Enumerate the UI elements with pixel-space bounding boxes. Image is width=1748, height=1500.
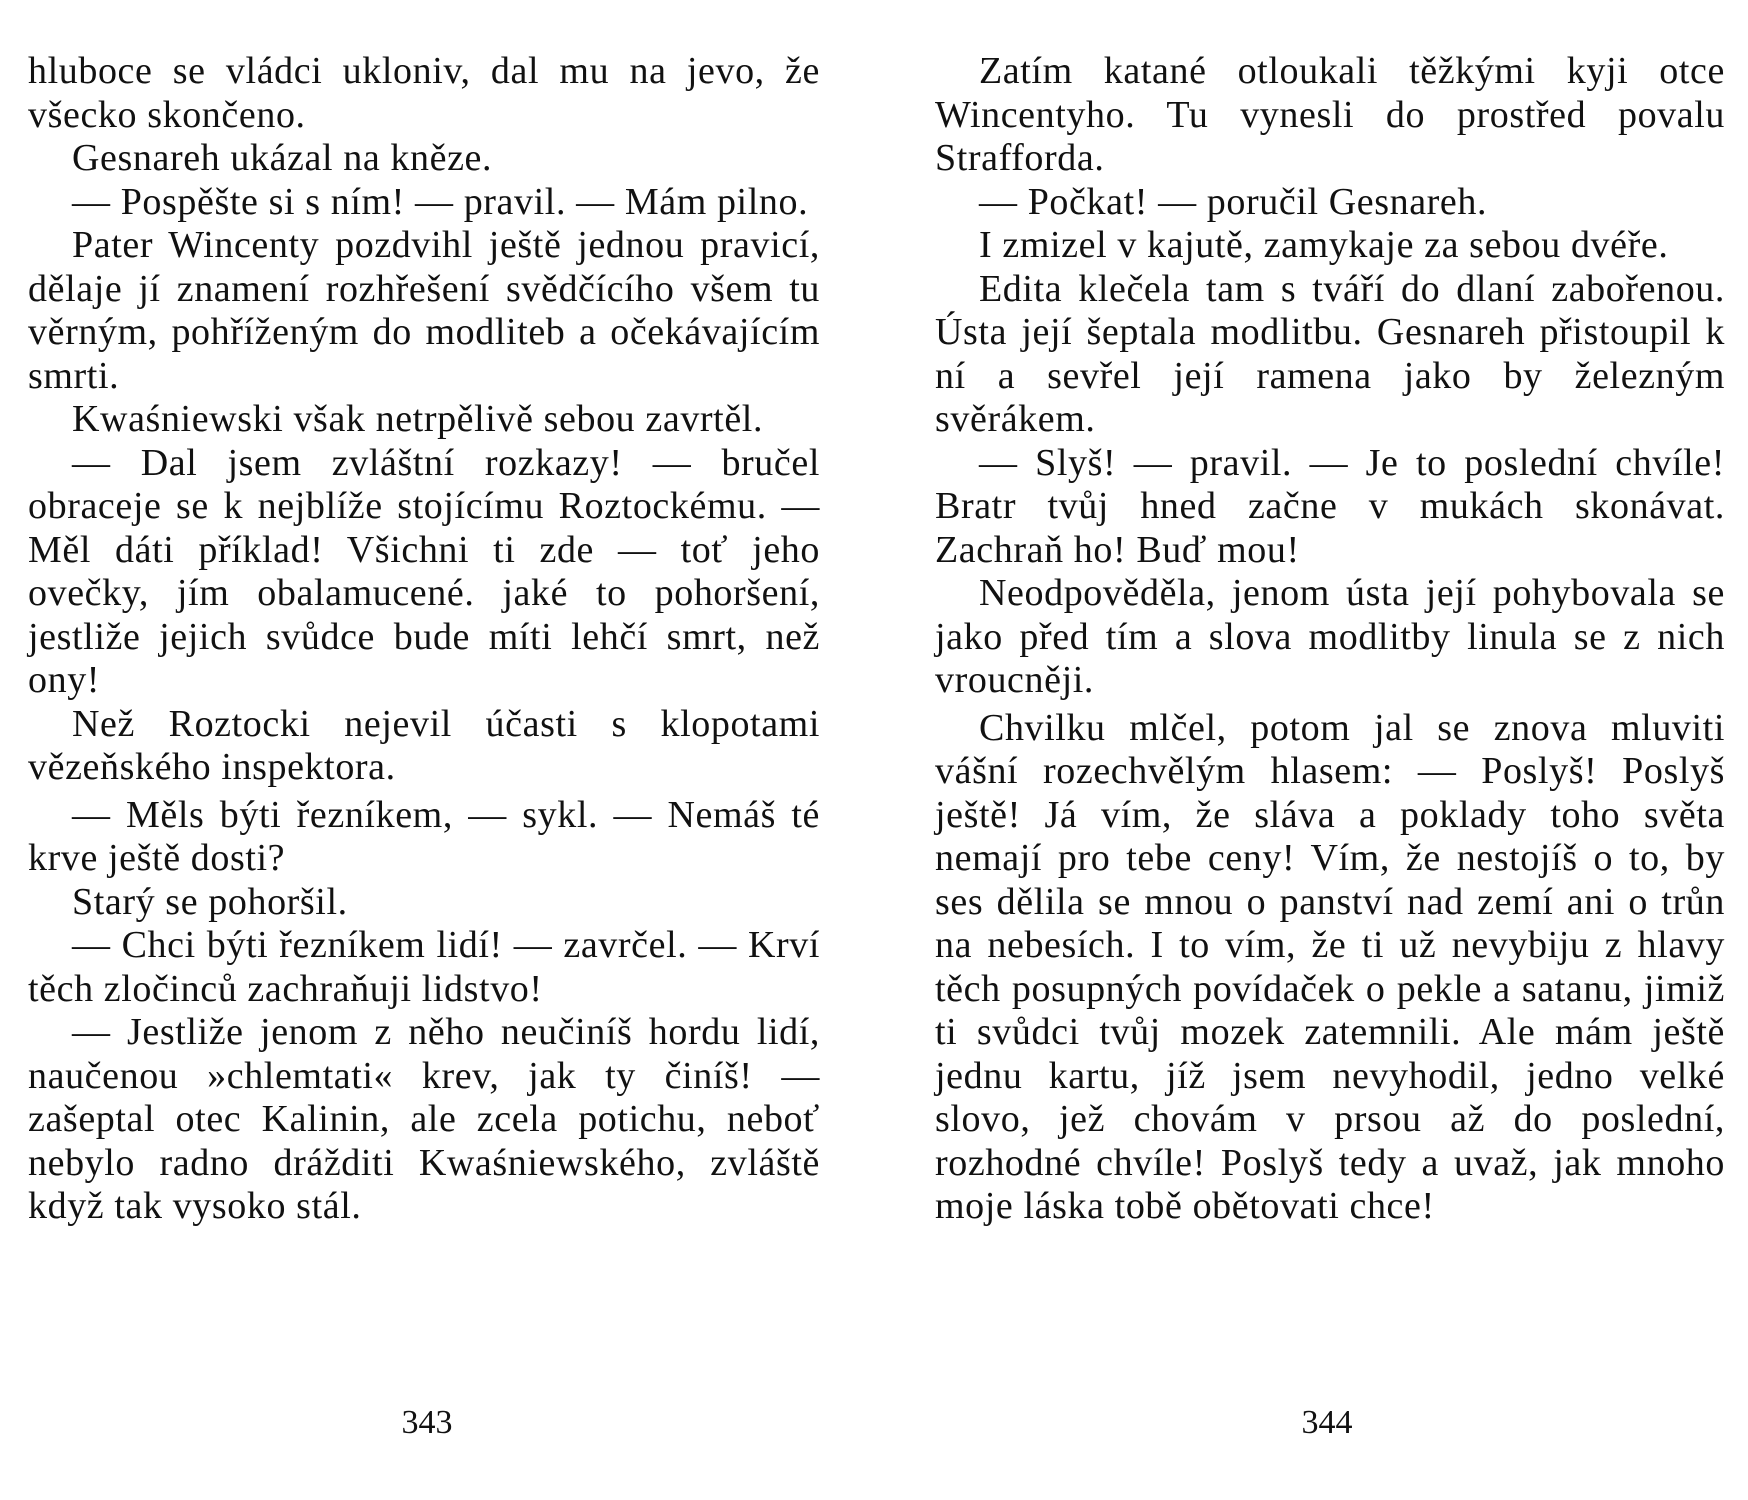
left-page-text (28, 50, 820, 1229)
paragraph: — Měls býti řezníkem, — sykl. — Nemáš té krve ještě dosti? (28, 793, 820, 879)
paragraph: Kwaśniewski však netrpělivě sebou zavrtěl. (72, 398, 764, 440)
paragraph: hluboce se vládci ukloniv, dal mu na jevo, že všecko skončeno. (28, 50, 820, 136)
paragraph: Gesnareh ukázal na kněze. (72, 137, 493, 179)
paragraph: Pater Wincenty pozdvihl ještě jednou pravicí, dělaje jí znamení rozhřešení svědčícího všem tu věrným, pohříženým do modliteb a očekávajícím smrti. (28, 224, 820, 397)
paragraph: — Pospěšte si s ním! — pravil. — Mám pilno. (72, 180, 809, 223)
paragraph: — Slyš! — pravil. — Je to poslední chvíle! Bratr tvůj hned začne v mukách skonávat. Zachraň ho! Buď mou! (935, 441, 1725, 571)
right-page-text (935, 50, 1725, 1229)
paragraph: Starý se pohoršil. (72, 880, 348, 923)
paragraph: Než Roztocki nejevil účasti s klopotami vězeňského inspektora. (28, 702, 820, 788)
paragraph: I zmizel v kajutě, zamykaje za sebou dvéře. (979, 224, 1669, 266)
paragraph: — Počkat! — poručil Gesnareh. (979, 180, 1488, 223)
paragraph: — Chci býti řezníkem lidí! — zavrčel. — Krví těch zločinců zachraňuji lidstvo! (28, 924, 820, 1010)
page-number-left: 343 (401, 1404, 453, 1441)
paragraph: Neodpověděla, jenom ústa její pohybovala se jako před tím a slova modlitby linula se z nich vroucněji. (935, 572, 1725, 701)
paragraph: — Dal jsem zvláštní rozkazy! — bručel obraceje se k nejblíže stojícímu Roztockému. — Měl dáti příklad! Všichni ti zde — toť jeho ovečky, jím obalamucené. jaké to pohoršení, jestliže jejich svůdce bude míti lehčí smrt, než ony! (28, 441, 820, 701)
paragraph: Edita klečela tam s tváří do dlaní zabořenou. Ústa její šeptala modlitbu. Gesnareh přistoupil k ní a sevřel její ramena jako by železným svěrákem. (935, 267, 1725, 440)
paragraph: Zatím katané otloukali těžkými kyji otce Wincentyho. Tu vynesli do prostřed povalu Strafforda. (935, 50, 1725, 179)
paragraph: — Jestliže jenom z něho neučiníš hordu lidí, naučenou »chlemtati« krev, jak ty činíš! — zašeptal otec Kalinin, ale zcela potichu, neboť nebylo radno drážditi Kwaśniewského, zvláště když tak vysoko stál. (28, 1011, 820, 1227)
page-number-right: 344 (1301, 1404, 1353, 1441)
paragraph: Chvilku mlčel, potom jal se znova mluviti vášní rozechvělým hlasem: — Poslyš! Poslyš ještě! Já vím, že sláva a poklady toho světa nemají pro tebe ceny! Vím, že nestojíš o to, by ses dělila se mnou o panství nad zemí ani o trůn na nebesích. I to vím, že ti už nevybiju z hlavy těch posupných povídaček o pekle a satanu, jimiž ti svůdci tvůj mozek zatemnili. Ale mám ještě jednu kartu, jíž jsem nevyhodil, jedno velké slovo, jež chovám v prsou až do poslední, rozhodné chvíle! Poslyš tedy a uvaž, jak mnoho moje láska tobě obětovati chce! (935, 706, 1725, 1227)
